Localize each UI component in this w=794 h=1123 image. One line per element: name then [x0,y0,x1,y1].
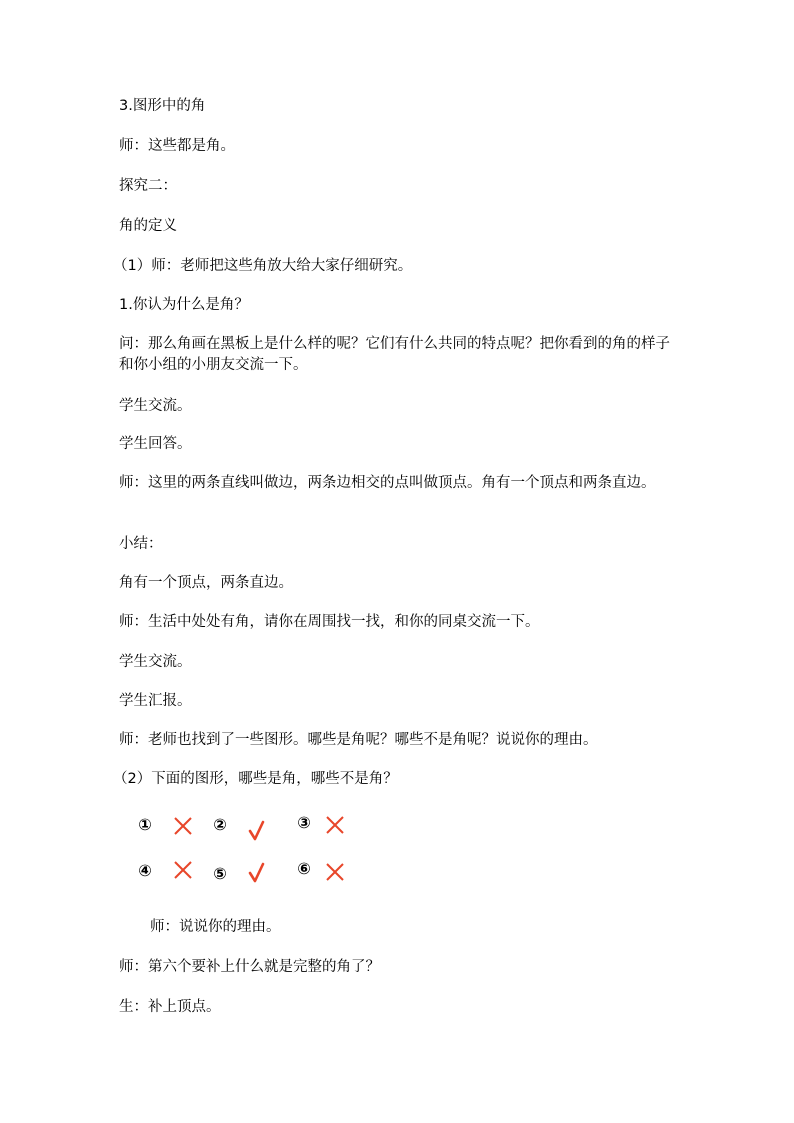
answer-number: ⑥ [297,859,311,878]
paragraph: 问：那么角画在黑板上是什么样的呢？它们有什么共同的特点呢？把你看到的角的样子和你小组的小朋友交流一下。 [119,336,670,373]
cross-icon [172,815,194,837]
paragraph: 角的定义 [119,218,177,234]
answer-number: ⑤ [213,864,227,883]
paragraph: 1.你认为什么是角？ [119,297,249,313]
answer-number: ③ [297,813,311,832]
check-icon [246,820,268,842]
paragraph: 学生交流。 [119,398,192,414]
paragraph: 师：第六个要补上什么就是完整的角了？ [119,959,380,975]
answer-number: ② [213,815,227,834]
paragraph: 师：生活中处处有角，请你在周围找一找，和你的同桌交流一下。 [119,614,540,630]
cross-icon [324,814,346,836]
paragraph: 师：这些都是角。 [119,138,235,154]
paragraph: 学生汇报。 [119,693,192,709]
paragraph: 师：说说你的理由。 [150,919,281,935]
paragraph: 学生回答。 [119,436,192,452]
cross-icon [172,859,194,881]
check-icon [246,862,268,884]
paragraph: （1）师：老师把这些角放大给大家仔细研究。 [113,258,413,274]
paragraph: （2）下面的图形，哪些是角，哪些不是角？ [113,771,398,787]
paragraph: 学生交流。 [119,654,192,670]
section-heading: 3.图形中的角 [119,98,206,114]
paragraph: 师：这里的两条直线叫做边，两条边相交的点叫做顶点。角有一个顶点和两条直边。 [119,475,656,491]
answer-number: ① [138,815,152,834]
paragraph: 探究二： [119,178,177,194]
paragraph: 小结： [119,536,163,552]
answer-number: ④ [138,861,152,880]
paragraph: 师：老师也找到了一些图形。哪些是角呢？哪些不是角呢？说说你的理由。 [119,732,598,748]
paragraph: 生：补上顶点。 [119,999,221,1015]
paragraph: 角有一个顶点，两条直边。 [119,575,293,591]
cross-icon [324,861,346,883]
